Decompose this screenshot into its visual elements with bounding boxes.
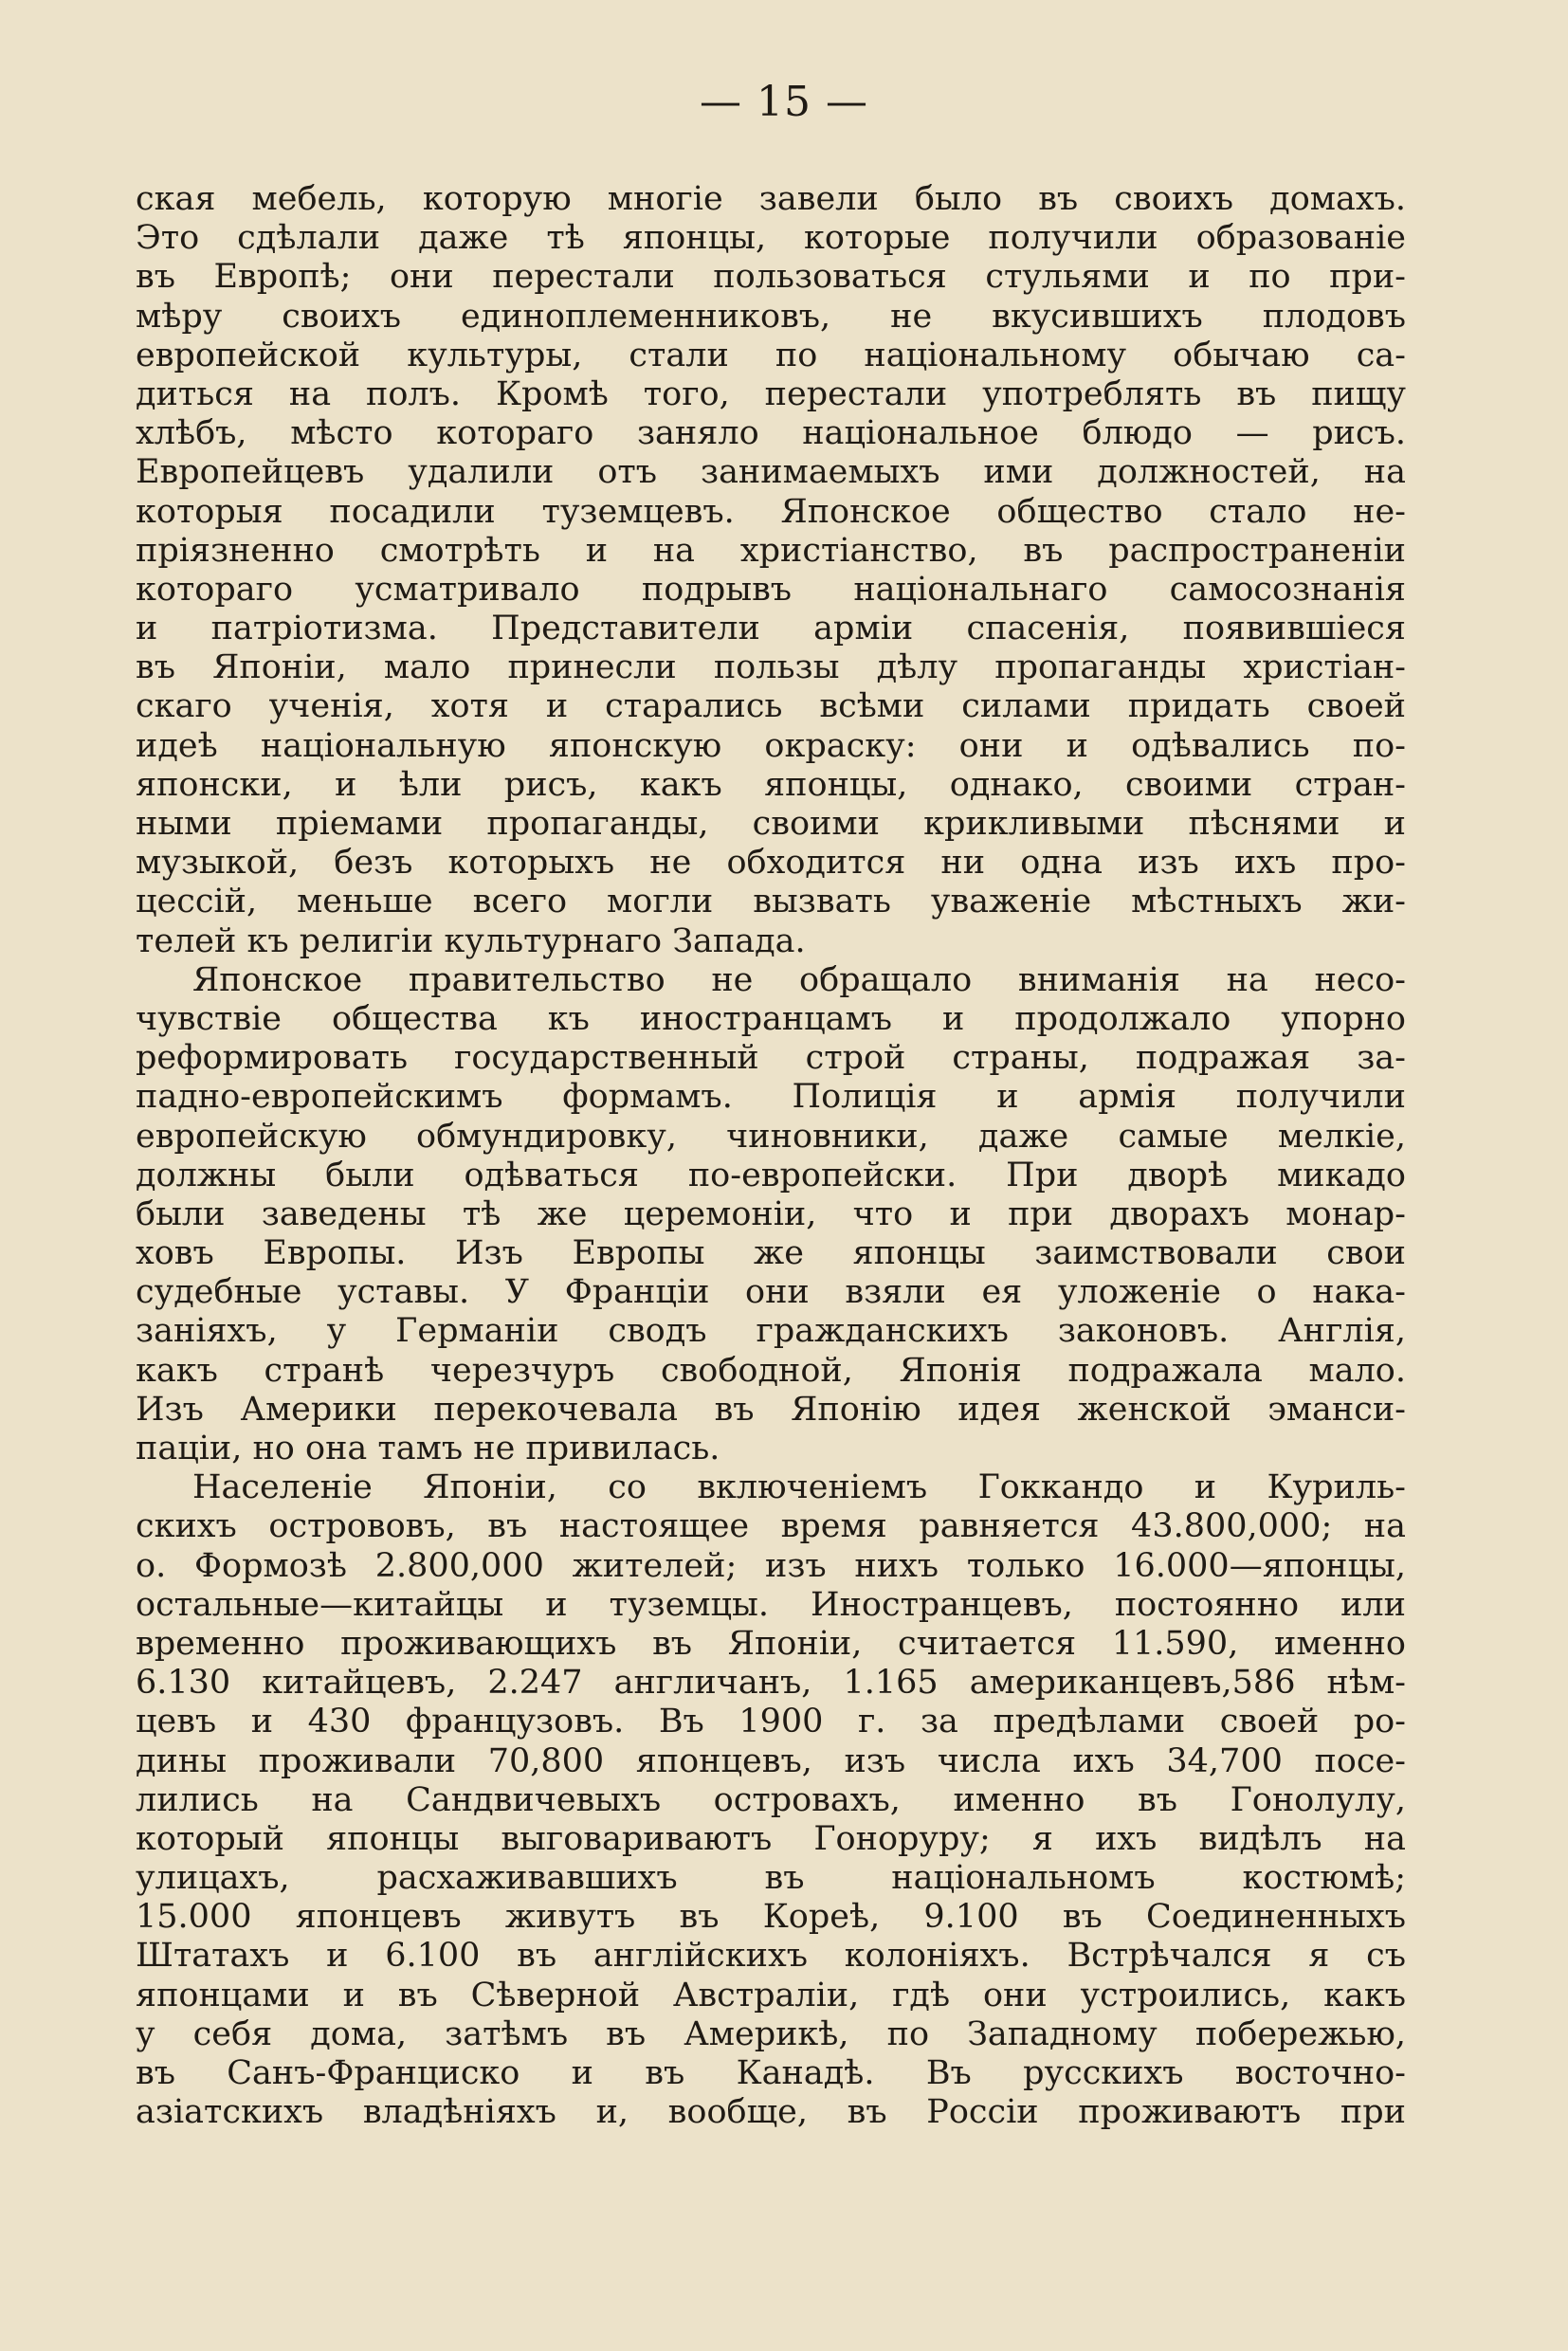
text-line: диться на полъ. Кромѣ того, перестали употреблять въ пищу bbox=[136, 374, 1406, 413]
text-line: остальные—китайцы и туземцы. Иностранцевъ, постоянно или bbox=[136, 1585, 1406, 1624]
text-line: азіатскихъ владѣніяхъ и, вообще, въ Россіи проживаютъ при bbox=[136, 2093, 1406, 2132]
text-line: должны были одѣваться по-европейски. При дворѣ микадо bbox=[136, 1156, 1406, 1194]
text-line: скаго ученія, хотя и старались всѣми силами придать своей bbox=[136, 687, 1406, 726]
text-line: Населеніе Японіи, со включеніемъ Гоккандо и Куриль- bbox=[192, 1468, 1406, 1507]
text-line: который японцы выговариваютъ Гоноруру; я ихъ видѣлъ на bbox=[136, 1819, 1406, 1858]
text-line: о. Формозѣ 2.800,000 жителей; изъ нихъ только 16.000—японцы, bbox=[136, 1546, 1406, 1585]
text-line: въ Европѣ; они перестали пользоваться стульями и по при- bbox=[136, 258, 1406, 297]
text-line: у себя дома, затѣмъ въ Америкѣ, по Западному побережью, bbox=[136, 2014, 1406, 2053]
text-line: были заведены тѣ же церемоніи, что и при дворахъ монар- bbox=[136, 1194, 1406, 1233]
text-line: лились на Сандвичевыхъ островахъ, именно въ Гонолулу, bbox=[136, 1780, 1406, 1819]
text-line: реформировать государственный строй страны, подражая за- bbox=[136, 1039, 1406, 1078]
text-line: Японское правительство не обращало вниманія на несо- bbox=[192, 960, 1406, 999]
text-line: японцами и въ Сѣверной Австраліи, гдѣ они устроились, какъ bbox=[136, 1976, 1406, 2014]
text-line: ными пріемами пропаганды, своими крикливыми пѣснями и bbox=[136, 805, 1406, 843]
text-line: цевъ и 430 французовъ. Въ 1900 г. за предѣлами своей ро- bbox=[136, 1703, 1406, 1741]
text-line: дины проживали 70,800 японцевъ, изъ числа ихъ 34,700 посе- bbox=[136, 1741, 1406, 1780]
text-line: мѣру своихъ единоплеменниковъ, не вкусившихъ плодовъ bbox=[136, 297, 1406, 336]
text-line: которыя посадили туземцевъ. Японское общество стало не- bbox=[136, 492, 1406, 531]
text-line: идеѣ національную японскую окраску: они и одѣвались по- bbox=[136, 726, 1406, 765]
text-line: чувствіе общества къ иностранцамъ и продолжало упорно bbox=[136, 999, 1406, 1038]
text-line: улицахъ, расхаживавшихъ въ національномъ костюмѣ; bbox=[136, 1859, 1406, 1898]
text-line: пріязненно смотрѣть и на христіанство, въ распространеніи bbox=[136, 531, 1406, 570]
text-line: временно проживающихъ въ Японіи, считается 11.590, именно bbox=[136, 1624, 1406, 1663]
text-line: японски, и ѣли рисъ, какъ японцы, однако, своими стран- bbox=[136, 765, 1406, 804]
text-line: 15.000 японцевъ живутъ въ Кореѣ, 9.100 въ Соединенныхъ bbox=[136, 1898, 1406, 1937]
text-line: музыкой, безъ которыхъ не обходится ни одна изъ ихъ про- bbox=[136, 844, 1406, 883]
text-line: Европейцевъ удалили отъ занимаемыхъ ими должностей, на bbox=[136, 453, 1406, 492]
text-line: ховъ Европы. Изъ Европы же японцы заимствовали свои bbox=[136, 1234, 1406, 1273]
text-line: Штатахъ и 6.100 въ англійскихъ колоніяхъ. Встрѣчался я съ bbox=[136, 1937, 1406, 1976]
text-line: паціи, но она тамъ не привилась. bbox=[136, 1430, 720, 1467]
text-line: скихъ острововъ, въ настоящее время равняется 43.800,000; на bbox=[136, 1507, 1406, 1546]
text-line: какъ странѣ черезчуръ свободной, Японія подражала мало. bbox=[136, 1351, 1406, 1390]
page-number: — 15 — bbox=[700, 78, 868, 126]
text-line: въ Японіи, мало принесли пользы дѣлу пропаганды христіан- bbox=[136, 648, 1406, 687]
text-line: заніяхъ, у Германіи сводъ гражданскихъ законовъ. Англія, bbox=[136, 1312, 1406, 1351]
text-line: телей къ религіи культурнаго Запада. bbox=[136, 921, 806, 960]
text-line: европейскую обмундировку, чиновники, даже самые мелкіе, bbox=[136, 1117, 1406, 1156]
text-line: ская мебель, которую многіе завели было въ своихъ домахъ. bbox=[136, 180, 1406, 218]
text-line: судебные уставы. У Франціи они взяли ея уложеніе о нака- bbox=[136, 1273, 1406, 1312]
text-line: и патріотизма. Представители арміи спасенія, появившіеся bbox=[136, 610, 1406, 648]
body-text bbox=[136, 180, 1406, 2132]
text-line: котораго усматривало подрывъ національнаго самосознанія bbox=[136, 570, 1406, 609]
text-line: падно-европейскимъ формамъ. Полиція и армія получили bbox=[136, 1078, 1406, 1117]
text-line: Это сдѣлали даже тѣ японцы, которые получили образованіе bbox=[136, 219, 1406, 258]
text-line: хлѣбъ, мѣсто котораго заняло національное блюдо — рисъ. bbox=[136, 414, 1406, 453]
text-line: въ Санъ-Франциско и въ Канадѣ. Въ русскихъ восточно- bbox=[136, 2054, 1406, 2092]
text-line: Изъ Америки перекочевала въ Японію идея женской эманси- bbox=[136, 1390, 1406, 1429]
text-line: 6.130 китайцевъ, 2.247 англичанъ, 1.165 американцевъ,586 нѣм- bbox=[136, 1664, 1406, 1703]
text-line: европейской культуры, стали по національному обычаю са- bbox=[136, 336, 1406, 374]
text-line: цессій, меньше всего могли вызвать уваженіе мѣстныхъ жи- bbox=[136, 883, 1406, 921]
